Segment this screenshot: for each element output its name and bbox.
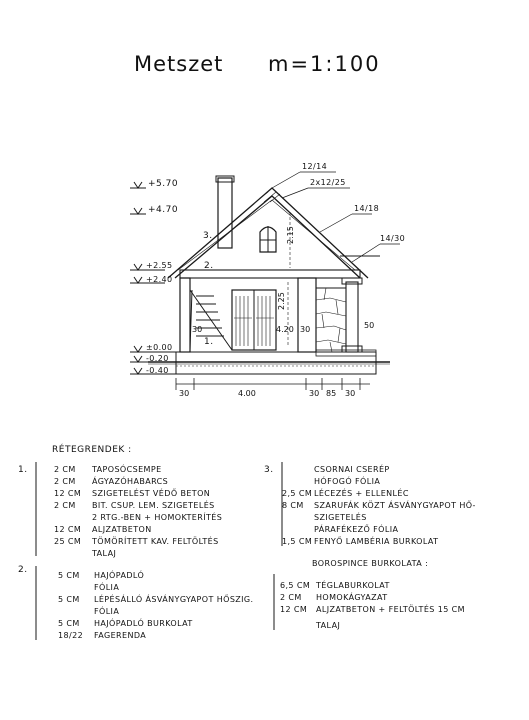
layer-name: CSORNAI CSERÉP bbox=[314, 465, 390, 474]
layer-thickness: 1,5 CM bbox=[282, 537, 313, 546]
layer-thickness: 12 CM bbox=[280, 605, 308, 614]
attic-floor bbox=[180, 270, 360, 278]
vertical-dim: 50 bbox=[364, 321, 375, 330]
layer-name: SZIGETELÉST VÉDŐ BETON bbox=[92, 489, 211, 498]
layer-name: TALAJ bbox=[92, 549, 117, 558]
layer-name: FÓLIA bbox=[94, 607, 120, 616]
layer-thickness: 5 CM bbox=[58, 571, 80, 580]
level-label: +2.40 bbox=[146, 275, 173, 284]
layer-name: FAGERENDA bbox=[94, 631, 147, 640]
layer-thickness: 2,5 CM bbox=[282, 489, 313, 498]
layer-thickness: 12 CM bbox=[54, 489, 82, 498]
layer-thickness: 2 CM bbox=[54, 465, 76, 474]
layer-thickness: 2 CM bbox=[54, 501, 76, 510]
layer-thickness: 5 CM bbox=[58, 619, 80, 628]
layer-name: HAJÓPADLÓ BURKOLAT bbox=[94, 619, 193, 628]
layer-thickness: 12 CM bbox=[54, 525, 82, 534]
level-label: -0.20 bbox=[146, 354, 169, 363]
bottom-dim: 30 bbox=[309, 389, 320, 398]
layer-thickness: 5 CM bbox=[58, 595, 80, 604]
group-number: 2. bbox=[18, 565, 28, 575]
chimney bbox=[218, 178, 232, 248]
foundation bbox=[176, 352, 376, 374]
bottom-dim-group bbox=[179, 389, 355, 398]
layer-name: TÉGLABURKOLAT bbox=[316, 581, 390, 590]
layer-name: HAJÓPADLÓ bbox=[94, 571, 145, 580]
layer-name: SZIGETELÉS bbox=[314, 513, 367, 522]
bottom-dim: 4.00 bbox=[238, 389, 256, 398]
vertical-dim: 30 bbox=[192, 325, 203, 334]
layer-name: ÁGYAZÓHABARCS bbox=[92, 477, 169, 486]
left-wall bbox=[180, 278, 190, 352]
vertical-dim: 30 bbox=[300, 325, 311, 334]
roof bbox=[168, 188, 380, 278]
vertical-dim: 4.20 bbox=[276, 325, 294, 334]
roof-label: 14/30 bbox=[380, 234, 406, 243]
layer-thickness: 18/22 bbox=[58, 631, 84, 640]
layer-name: LÉCEZÉS + ELLENLÉC bbox=[314, 489, 409, 498]
roof-label: 2x12/25 bbox=[310, 178, 346, 187]
level-label: +5.70 bbox=[148, 179, 179, 189]
group1-rows bbox=[54, 463, 222, 558]
right-wall bbox=[298, 278, 316, 352]
group4-rows bbox=[280, 579, 465, 630]
roof-label: 14/18 bbox=[354, 204, 380, 213]
vertical-dim-group bbox=[192, 226, 374, 334]
group-number: 3. bbox=[264, 465, 274, 475]
section-number: 2. bbox=[204, 261, 214, 271]
layer-thickness: 8 CM bbox=[282, 501, 304, 510]
section-number-group bbox=[203, 231, 214, 347]
layer-thickness: 6,5 CM bbox=[280, 581, 311, 590]
level-label: -0.40 bbox=[146, 366, 169, 375]
drawing-title: Metszet bbox=[134, 52, 224, 76]
group-heading: BOROSPINCE BURKOLATA : bbox=[312, 559, 429, 568]
layer-thickness: 2 CM bbox=[54, 477, 76, 486]
layer-name: ALJZATBETON bbox=[92, 525, 152, 534]
layer-thickness: 2 CM bbox=[280, 593, 302, 602]
layer-name: HOMOKÁGYAZAT bbox=[316, 593, 388, 602]
group2-rows bbox=[58, 569, 253, 640]
layer-name: BIT. CSUP. LEM. SZIGETELÉS bbox=[92, 501, 215, 510]
level-label: +2.55 bbox=[146, 261, 173, 270]
layer-name: TALAJ bbox=[316, 621, 341, 630]
bottom-dimensions bbox=[176, 378, 370, 390]
layer-name: SZARUFÁK KÖZT ÁSVÁNYGYAPOT HŐ- bbox=[314, 501, 476, 510]
layer-name: LÉPÉSÁLLÓ ÁSVÁNYGYAPOT HŐSZIG. bbox=[94, 595, 254, 604]
level-label-group bbox=[146, 179, 178, 375]
layer-name: FENYŐ LAMBÉRIA BURKOLAT bbox=[314, 537, 439, 546]
stone-wall bbox=[316, 288, 346, 352]
level-label: +4.70 bbox=[148, 205, 179, 215]
layer-name: TÖMÖRÍTETT KAV. FELTÖLTÉS bbox=[92, 537, 219, 546]
group3-rows bbox=[282, 463, 476, 546]
layer-name: ALJZATBETON + FELTÖLTÉS 15 CM bbox=[316, 605, 465, 614]
layer-name: HÓFOGÓ FÓLIA bbox=[314, 477, 381, 486]
layer-thickness: 25 CM bbox=[54, 537, 82, 546]
legend-heading: RÉTEGRENDEK : bbox=[52, 445, 132, 455]
cellar-door bbox=[232, 290, 276, 350]
legend bbox=[18, 443, 476, 640]
group-number: 1. bbox=[18, 465, 28, 475]
bottom-dim: 85 bbox=[326, 389, 337, 398]
layer-name: PÁRAFÉKEZŐ FÓLIA bbox=[314, 525, 399, 534]
layer-name: FÓLIA bbox=[94, 583, 120, 592]
section-number: 1. bbox=[204, 337, 214, 347]
attic-window bbox=[260, 226, 276, 252]
vertical-dim: 2.15 bbox=[286, 226, 295, 244]
layer-name: 2 RTG.-BEN + HOMOKTERÍTÉS bbox=[92, 513, 223, 522]
bottom-dim: 30 bbox=[179, 389, 190, 398]
roof-label: 12/14 bbox=[302, 162, 328, 171]
bottom-dim: 30 bbox=[345, 389, 356, 398]
drawing-scale: m=1:100 bbox=[268, 52, 381, 76]
section-number: 3. bbox=[203, 231, 213, 241]
layer-name: TAPOSÓCSEMPE bbox=[92, 465, 162, 474]
level-label: ±0.00 bbox=[146, 343, 173, 352]
porch-column bbox=[342, 278, 362, 352]
vertical-dim: 2.25 bbox=[277, 292, 286, 310]
